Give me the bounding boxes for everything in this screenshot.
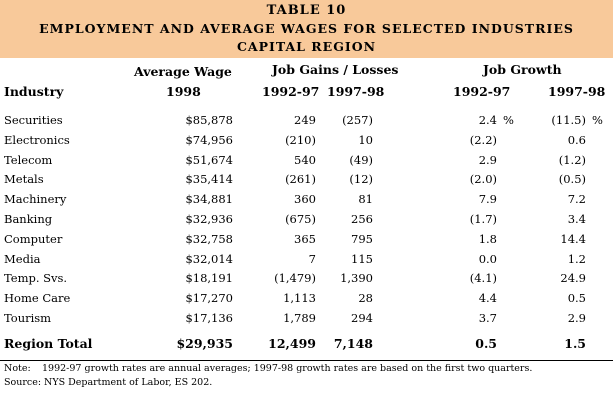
job-gains-1992-97-cell: (261) (285, 172, 316, 187)
table-row (0, 291, 613, 310)
industry-cell: Securities (4, 113, 63, 127)
job-gains-1997-98-cell: 256 (351, 212, 373, 226)
average-wage-cell: $32,936 (185, 212, 233, 226)
note-text: 1992-97 growth rates are annual averages; 1997-98 growth rates are based on the first two quarters. (42, 363, 533, 374)
job-growth-1997-98-cell: 0.5 (567, 291, 586, 306)
job-growth-1997-98-cell: 3.4 (567, 212, 586, 226)
header-industry: Industry (4, 84, 64, 99)
job-growth-1992-97-cell: (4.1) (469, 271, 497, 286)
job-gains-1992-97-cell: (675) (285, 212, 316, 226)
job-gains-1992-97-cell: (210) (285, 132, 316, 147)
percent-sign-1997-98: % (592, 113, 603, 127)
average-wage-cell: $85,878 (185, 113, 233, 127)
table-row (0, 133, 613, 152)
job-growth-1997-98-cell: 14.4 (560, 231, 586, 246)
job-growth-1997-98-cell: 0.6 (567, 132, 586, 147)
percent-sign-1992-97: % (503, 113, 514, 127)
table-title-band (0, 0, 613, 58)
industry-cell: Metals (4, 172, 44, 187)
table-row (0, 192, 613, 211)
job-growth-1992-97-cell: 7.9 (478, 192, 497, 207)
footnote-divider (0, 360, 613, 361)
job-gains-1997-98-cell: 1,390 (340, 271, 373, 286)
table-row (0, 271, 613, 290)
job-growth-1992-97-cell: (2.2) (469, 132, 497, 147)
header-gains-1997-98: 1997-98 (327, 84, 385, 99)
job-growth-1992-97-cell: 0.0 (478, 251, 497, 266)
industry-cell: Computer (4, 231, 63, 246)
job-gains-1997-98-cell: 81 (358, 192, 373, 207)
job-growth-1992-97-cell: 1.8 (478, 231, 497, 246)
job-growth-1992-97-cell: 4.4 (478, 291, 497, 306)
header-job-growth: Job Growth (483, 62, 562, 77)
industry-cell: Machinery (4, 192, 67, 207)
industry-cell: Banking (4, 212, 53, 226)
average-wage-cell: $17,136 (185, 311, 233, 325)
industry-cell: Tourism (4, 311, 52, 325)
average-wage-cell: $32,758 (185, 231, 233, 246)
industry-cell: Home Care (4, 291, 71, 306)
table-number: TABLE 10 (266, 3, 347, 18)
job-growth-1997-98-cell: 7.2 (567, 192, 586, 207)
table-subtitle: CAPITAL REGION (236, 39, 377, 54)
job-gains-1997-98-cell: 115 (351, 251, 373, 266)
job-growth-1997-98-cell: 2.9 (567, 311, 586, 325)
table-row (0, 212, 613, 231)
table-title: EMPLOYMENT AND AVERAGE WAGES FOR SELECTED INDUSTRIES (39, 21, 574, 36)
job-gains-1997-98-cell: (49) (349, 152, 373, 167)
table-row (0, 232, 613, 251)
job-growth-1992-97-cell: (2.0) (469, 172, 497, 187)
job-growth-1997-98-cell: (0.5) (558, 172, 586, 187)
header-growth-1997-98: 1997-98 (548, 84, 606, 99)
average-wage-cell: $32,014 (185, 251, 233, 266)
job-gains-1992-97-cell: 7 (308, 251, 316, 266)
job-gains-1997-98-cell: 795 (351, 231, 373, 246)
job-growth-1997-98-cell: (11.5) (551, 113, 586, 127)
job-growth-1992-97-cell: 3.7 (478, 311, 497, 325)
table-row (0, 153, 613, 172)
job-growth-1992-97-cell: 2.9 (478, 152, 497, 167)
header-growth-1992-97: 1992-97 (453, 84, 511, 99)
total-growth-1992-97: 0.5 (475, 336, 497, 351)
job-growth-1992-97-cell: (1.7) (469, 212, 497, 226)
industry-cell: Electronics (4, 132, 70, 147)
total-gains-1997-98: 7,148 (333, 336, 373, 351)
table-row (0, 113, 613, 132)
job-growth-1997-98-cell: 24.9 (560, 271, 586, 286)
average-wage-cell: $35,414 (185, 172, 233, 187)
footnote-source: Source: NYS Department of Labor, ES 202. (4, 377, 213, 388)
job-gains-1997-98-cell: (257) (342, 113, 373, 127)
job-gains-1992-97-cell: 1,113 (283, 291, 316, 306)
job-growth-1997-98-cell: (1.2) (558, 152, 586, 167)
job-gains-1992-97-cell: 360 (294, 192, 316, 207)
table-row (0, 172, 613, 191)
footnote-note (4, 363, 532, 374)
job-growth-1992-97-cell: 2.4 (478, 113, 497, 127)
table-row (0, 252, 613, 271)
header-average-wage: Average Wage (134, 64, 232, 79)
total-growth-1997-98: 1.5 (564, 336, 586, 351)
job-growth-1997-98-cell: 1.2 (567, 251, 586, 266)
table-row (0, 311, 613, 330)
header-gains-1992-97: 1992-97 (262, 84, 320, 99)
header-1998: 1998 (166, 84, 201, 99)
note-label: Note: (4, 363, 31, 374)
average-wage-cell: $74,956 (185, 132, 233, 147)
job-gains-1997-98-cell: 28 (358, 291, 373, 306)
average-wage-cell: $17,270 (185, 291, 233, 306)
total-gains-1992-97: 12,499 (268, 336, 316, 351)
total-wage: $29,935 (176, 336, 233, 351)
industry-cell: Media (4, 251, 41, 266)
average-wage-cell: $34,881 (185, 192, 233, 207)
job-gains-1997-98-cell: 10 (358, 132, 373, 147)
header-job-gains-losses: Job Gains / Losses (272, 62, 399, 77)
job-gains-1992-97-cell: 1,789 (283, 311, 316, 325)
job-gains-1992-97-cell: 540 (294, 152, 316, 167)
job-gains-1992-97-cell: (1,479) (274, 271, 316, 286)
industry-cell: Telecom (4, 152, 53, 167)
average-wage-cell: $51,674 (185, 152, 233, 167)
job-gains-1997-98-cell: 294 (351, 311, 373, 325)
industry-cell: Temp. Svs. (4, 271, 68, 286)
job-gains-1992-97-cell: 365 (294, 231, 316, 246)
job-gains-1992-97-cell: 249 (294, 113, 316, 127)
total-label: Region Total (4, 336, 93, 351)
average-wage-cell: $18,191 (185, 271, 233, 286)
job-gains-1997-98-cell: (12) (349, 172, 373, 187)
total-row (0, 336, 613, 355)
